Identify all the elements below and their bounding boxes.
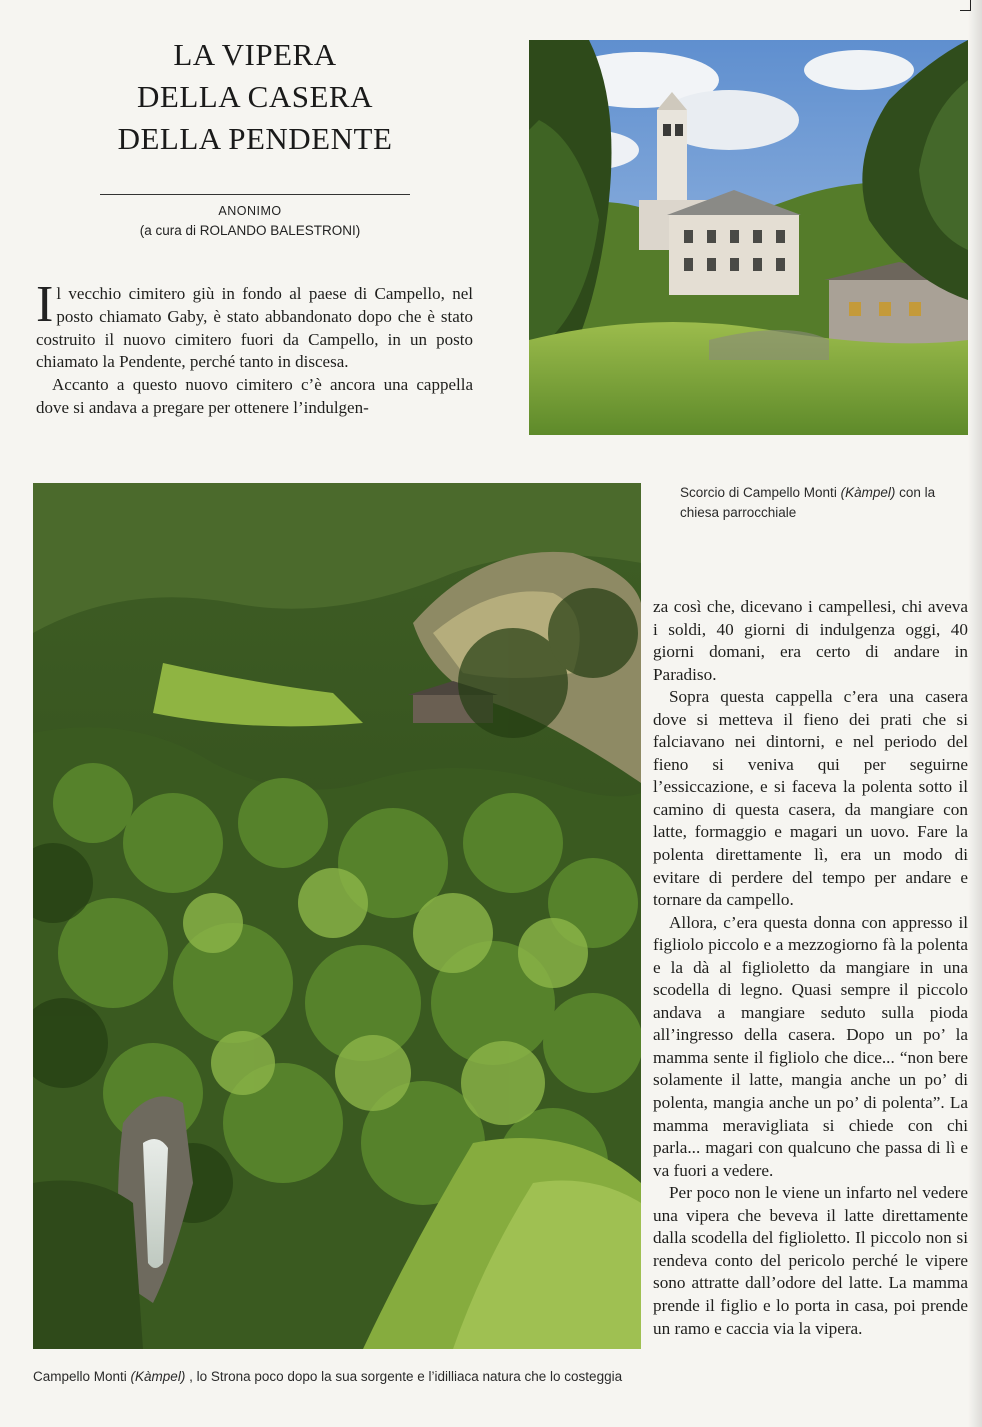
page-edge-shadow	[968, 0, 982, 1427]
valley-caption: Campello Monti (Kàmpel) , lo Strona poco dopo la sua sorgente e l’idilliaca natura che lo costeggia	[33, 1369, 623, 1384]
title-line-1: LA VIPERA	[173, 37, 337, 72]
valley-waterfall-photo	[33, 483, 641, 1349]
byline	[70, 202, 430, 240]
paragraph-5: Allora, c’era questa donna con appresso il figliolo piccolo e a mezzogiorno fà la polenta e la dà al figlioletto da mangiare in una scodella di legno. Quasi sempre il piccolo andava a mangiare seduto sulla pioda all’ingresso della casera. Dopo un po’ la mamma sente il figliolo che dice... “non bere solamente il latte, mangia anche un po’ di polenta, mangia anche un po’ di polenta”. La mamma meravigliata si chiede con chi parla... magari con qualcuno che passa di lì e va fuori a vedere.	[653, 912, 968, 1180]
editor-credit: (a cura di ROLANDO BALESTRONI)	[139, 223, 361, 238]
church-photo	[529, 40, 968, 435]
author-name: ANONIMO	[218, 204, 282, 218]
drop-cap: I	[36, 276, 54, 333]
text-column-2	[653, 596, 968, 1340]
paragraph-6: Per poco non le viene un infarto nel vedere una vipera che beveva il latte direttamente dalla scodella del figlioletto. Il piccolo non si rendeva conto del pericolo perché le vipere sono attratte dall’odore del latte. La mamma prende il figlio e lo porta in casa, poi prende un ramo e caccia via la vipera.	[653, 1183, 968, 1338]
title-line-3: DELLA PENDENTE	[117, 121, 393, 156]
article-title	[40, 34, 470, 160]
paragraph-2: Accanto a questo nuovo cimitero c’è ancora una cappella dove si andava a pregare per ottenere l’indulgen-	[36, 375, 473, 417]
text-column-1	[36, 276, 473, 420]
paragraph-4: Sopra questa cappella c’era una casera dove si metteva il fieno dei prati che si falciavano nei dintorni, e nel periodo del fieno si veniva qui per seguirne l’essiccazione, e si faceva la polenta sotto il camino di questa casera, da mangiare con latte, formaggio e magari un uovo. Fare la polenta direttamente lì, era un modo di evitare di perdere del tempo per andare e tornare da campello.	[653, 687, 968, 910]
crop-mark	[960, 0, 971, 11]
caption-italic: (Kàmpel)	[840, 485, 896, 500]
paragraph-1-text: l vecchio cimitero giù in fondo al paese di Campello, nel posto chiamato Gaby, è stato abbandonato dopo che è stato costruito il nuovo cimitero fuori da Campello, in un posto chiamato la Pendente, perché tanto in discesa.	[36, 284, 473, 372]
paragraph-3: za così che, dicevano i campellesi, chi aveva i soldi, 40 giorni di indulgenza oggi, 40 giorni domani, era certo di andare in Paradiso.	[653, 597, 968, 684]
church-caption: Scorcio di Campello Monti (Kàmpel) con la chiesa parrocchiale	[680, 485, 936, 520]
title-line-2: DELLA CASERA	[137, 79, 373, 114]
paragraph-1	[36, 276, 473, 374]
title-divider	[100, 194, 410, 195]
caption-italic: (Kàmpel)	[130, 1369, 186, 1384]
